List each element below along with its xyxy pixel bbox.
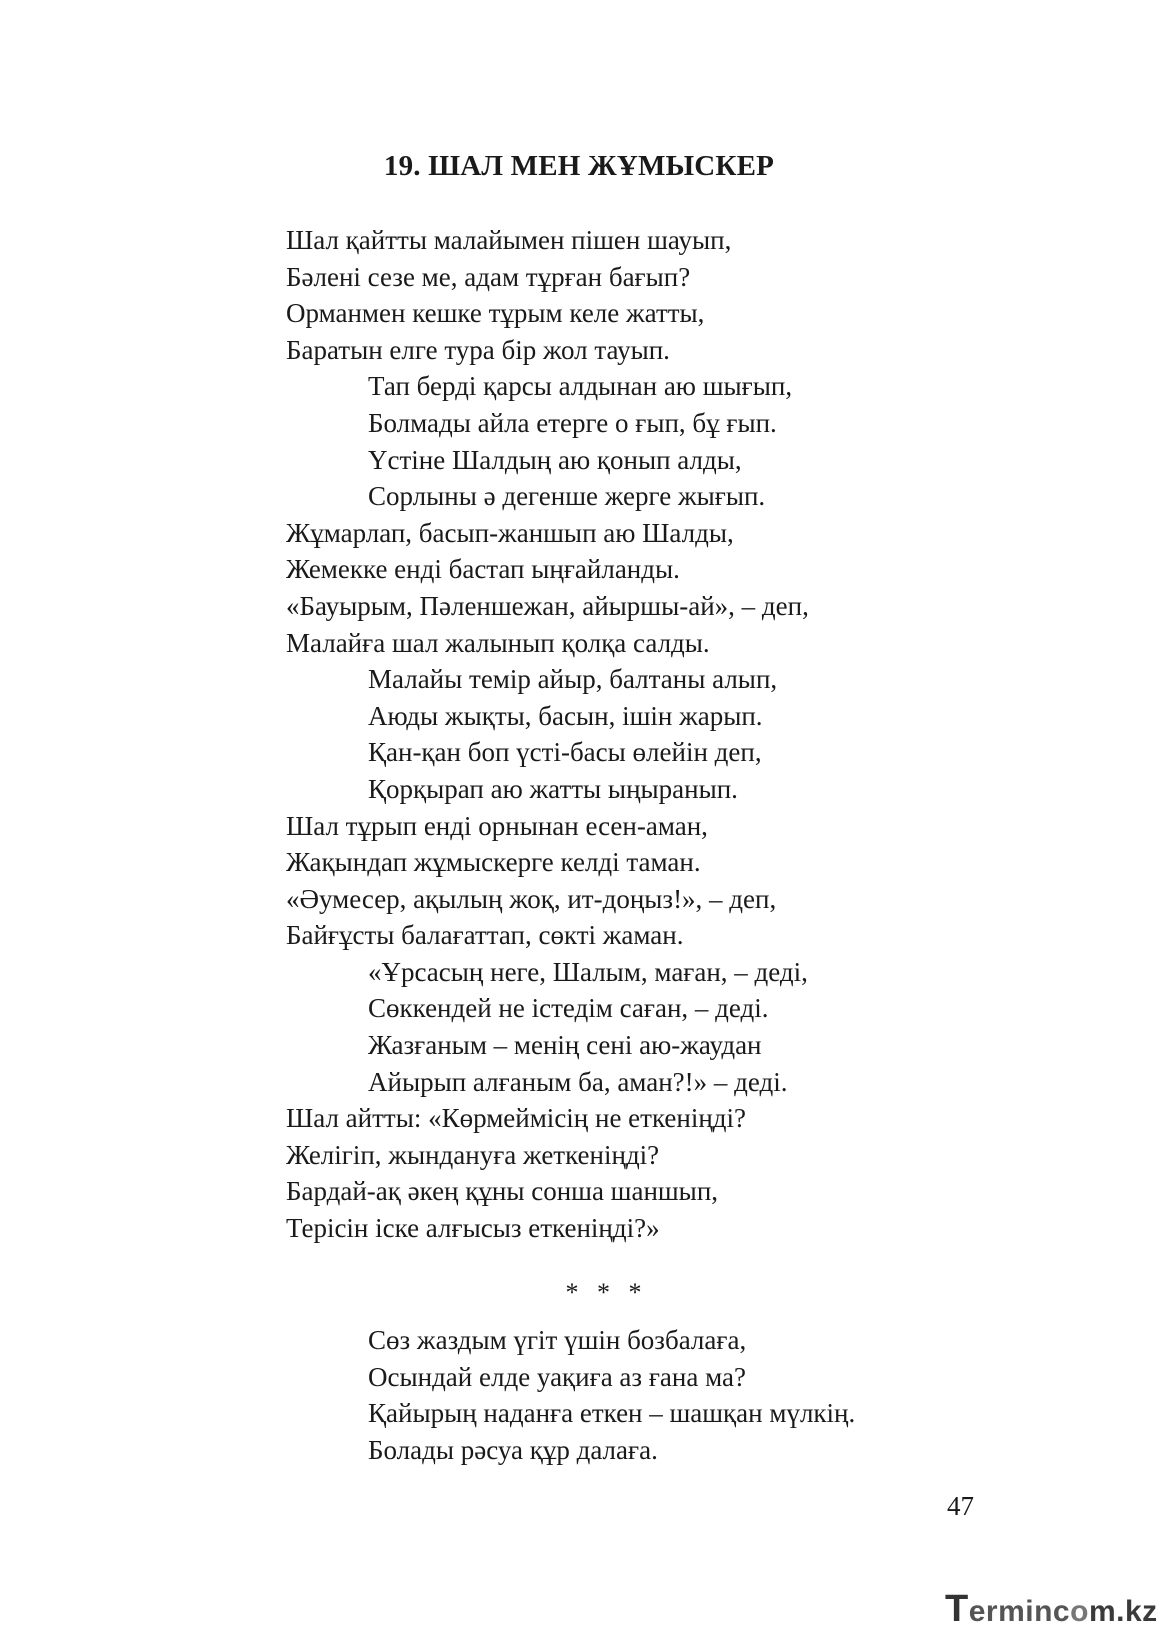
poem-line: Байғұсты балағаттап, сөкті жаман.	[286, 920, 684, 951]
poem-line: Малайға шал жалынып қолқа салды.	[286, 627, 710, 658]
poem-line: Жемекке енді бастап ыңғайланды.	[286, 554, 680, 585]
poem-body	[286, 222, 1006, 1247]
outro-line: Осындай елде уақиға аз ғана ма?	[368, 1361, 746, 1392]
poem-line: Терісін іске алғысыз еткеніңді?»	[286, 1213, 660, 1244]
watermark-domain: m.kz	[1088, 1595, 1158, 1628]
terminkom-watermark	[945, 1588, 1158, 1630]
poem-line: Шал тұрып енді орнынан есен-аман,	[286, 810, 708, 841]
outro-line: Сөз жаздым үгіт үшін бозбалаға,	[368, 1325, 747, 1355]
poem-outro	[368, 1322, 1088, 1468]
poem-line: «Ұрсасың неге, Шалым, маған, – деді,	[368, 956, 808, 987]
poem-line: Бардай-ақ әкең құны сонша шаншып,	[286, 1176, 719, 1207]
poem-line: Бәлені сезе ме, адам тұрған бағып?	[286, 261, 691, 292]
poem-line: Үстіне Шалдың аю қонып алды,	[368, 444, 742, 475]
poem-line: Жұмарлап, басып-жаншып аю Шалды,	[286, 517, 734, 548]
poem-line: Қорқырап аю жатты ыңыранып.	[368, 773, 738, 804]
magnifier-icon: o	[1070, 1595, 1089, 1628]
poem-line: «Бауырым, Пәленшежан, айыршы-ай», – деп,	[286, 590, 809, 621]
page-number: 47	[947, 1491, 974, 1521]
poem-line: Болмады айла етерге о ғып, бұ ғып.	[368, 407, 777, 438]
poem-line: Жазғаным – менің сені аю-жаудан	[368, 1030, 762, 1061]
poem-line: Орманмен кешке тұрым келе жатты,	[286, 298, 705, 329]
poem-line: Шал қайтты малайымен пішен шауып,	[286, 225, 732, 255]
poem-title: 19. ШАЛ МЕН ЖҰМЫСКЕР	[383, 150, 775, 182]
watermark-initial: T	[945, 1588, 969, 1630]
outro-line: Болады рәсуа құр далаға.	[368, 1434, 658, 1465]
poem-line: Сөккендей не істедім саған, – деді.	[368, 993, 769, 1024]
section-separator: * * *	[565, 1278, 648, 1307]
watermark-middle: erminc	[968, 1595, 1071, 1628]
poem-line: Айырып алғаным ба, аман?!» – деді.	[368, 1066, 788, 1097]
poem-line: Сорлыны ә дегенше жерге жығып.	[368, 481, 766, 512]
outro-line: Қайырың наданға еткен – шашқан мүлкің.	[368, 1398, 856, 1429]
poem-line: Қан-қан боп үсті-басы өлейін деп,	[368, 737, 762, 768]
poem-line: «Әумесер, ақылың жоқ, ит-доңыз!», – деп,	[286, 883, 777, 914]
poem-line: Баратын елге тура бір жол тауып.	[286, 334, 670, 365]
poem-line: Аюды жықты, басын, ішін жарып.	[368, 700, 763, 731]
poem-line: Жақындап жұмыскерге келді таман.	[286, 847, 701, 878]
poem-line: Шал айтты: «Көрмеймісің не еткеніңді?	[286, 1103, 747, 1134]
poem-line: Тап берді қарсы алдынан аю шығып,	[368, 371, 793, 402]
poem-line: Желігіп, жындануға жеткеніңді?	[286, 1139, 660, 1170]
poem-line: Малайы темір айыр, балтаны алып,	[368, 664, 778, 695]
